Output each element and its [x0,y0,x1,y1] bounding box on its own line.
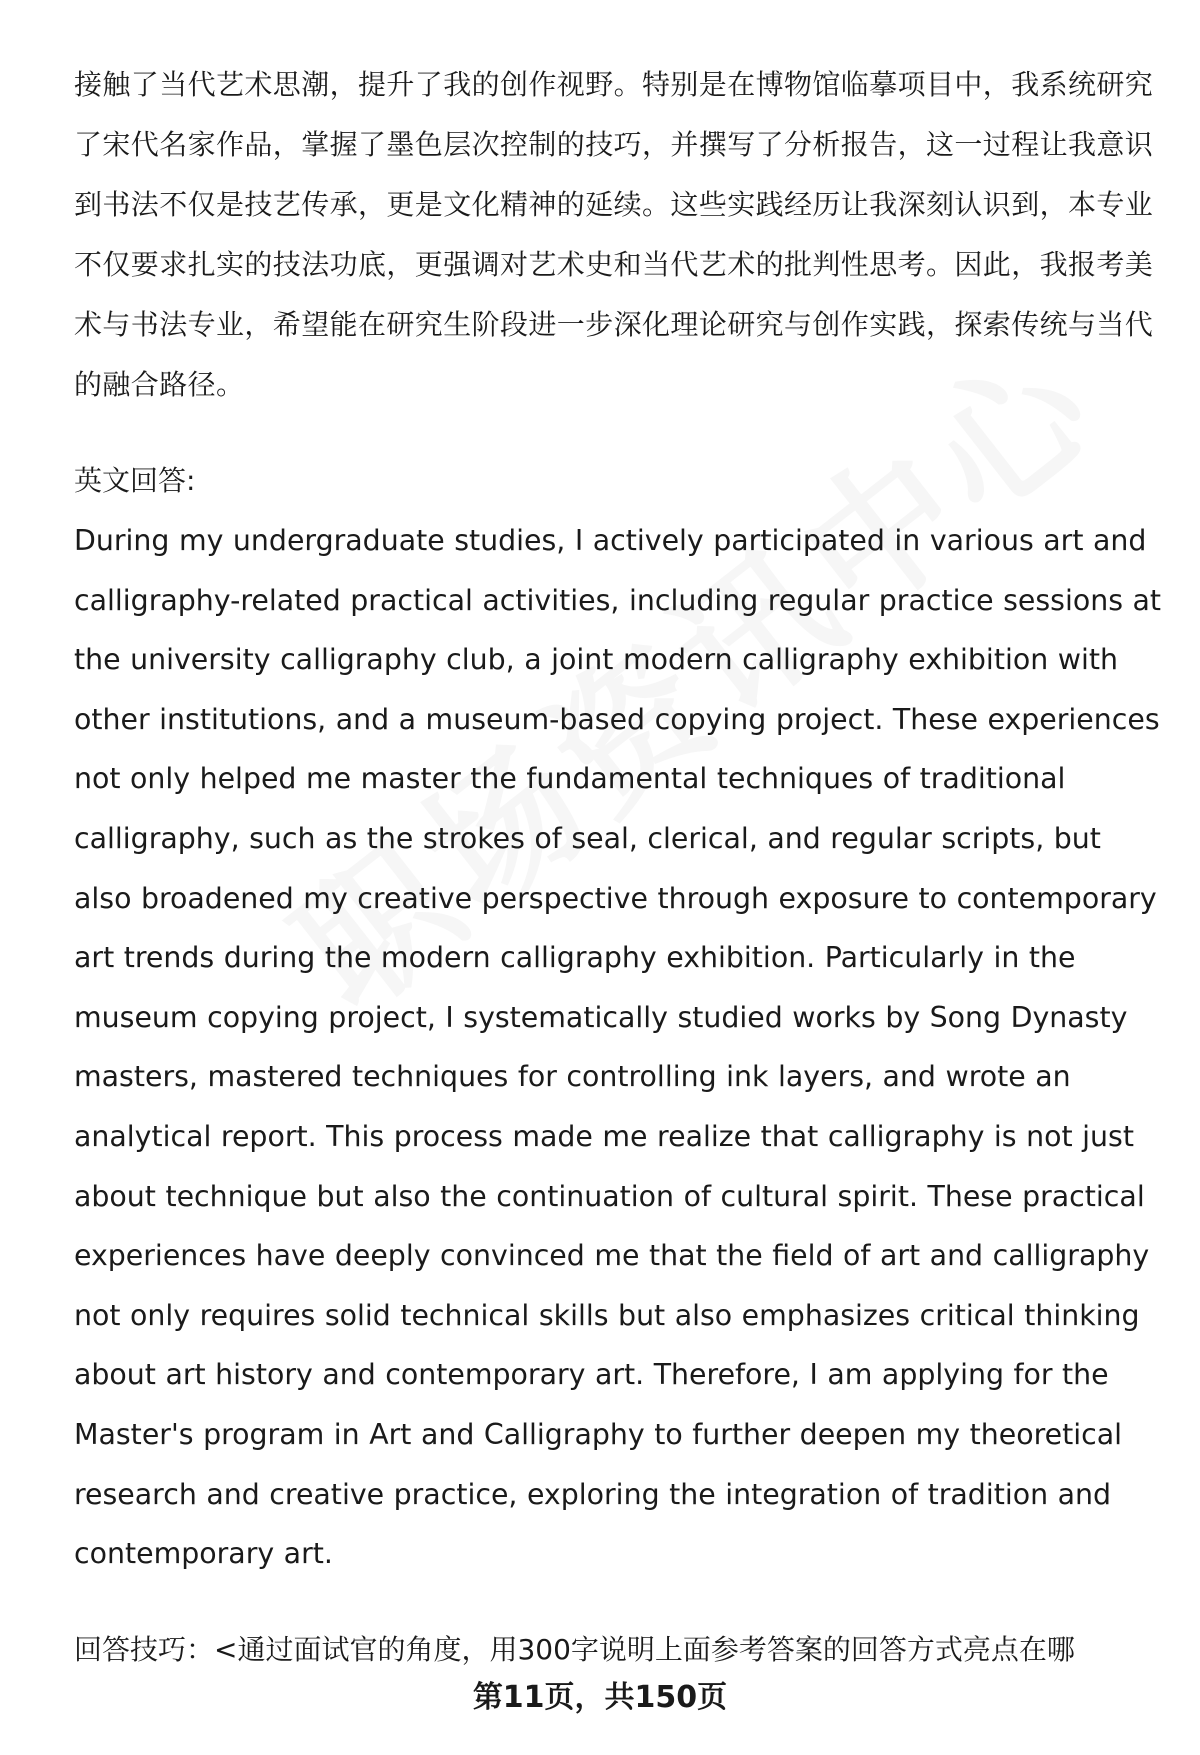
answer-tips: 回答技巧：<通过面试官的角度，用300字说明上面参考答案的回答方式亮点在哪 [74,1632,1075,1666]
page-content [74,55,1164,1680]
english-answer-paragraph: During my undergraduate studies, I actively participated in various art and calligraphy-related practical activities, including regular practice sessions at the university calligraphy club, a joint modern calligraphy exhibition with other institutions, and a museum-based copying project. These experiences not only helped me master the fundamental techniques of traditional calligraphy, such as the strokes of seal, clerical, and regular scripts, but also broadened my creative perspective through exposure to contemporary art trends during the modern calligraphy exhibition. Particularly in the museum copying project, I systematically studied works by Song Dynasty masters, mastered techniques for controlling ink layers, and wrote an analytical report. This process made me realize that calligraphy is not just about technique but also the continuation of cultural spirit. These practical experiences have deeply convinced me that the field of art and calligraphy not only requires solid technical skills but also emphasizes critical thinking about art history and contemporary art. Therefore, I am applying for the Master's program in Art and Calligraphy to further deepen my theoretical research and creative practice, exploring the integration of tradition and contemporary art. [74,524,1162,1571]
page-number-footer: 第11页，共150页 [472,1680,728,1715]
intro-paragraph: 接触了当代艺术思潮，提升了我的创作视野。特别是在博物馆临摹项目中，我系统研究了宋代名家作品，掌握了墨色层次控制的技巧，并撰写了分析报告，这一过程让我意识到书法不仅是技艺传承，更是文化精神的延续。这些实践经历让我深刻认识到，本专业不仅要求扎实的技法功底，更强调对艺术史和当代艺术的批判性思考。因此，我报考美术与书法专业，希望能在研究生阶段进一步深化理论研究与创作实践，探索传统与当代的融合路径。 [74,68,1154,401]
english-answer-label: 英文回答: [74,464,196,497]
